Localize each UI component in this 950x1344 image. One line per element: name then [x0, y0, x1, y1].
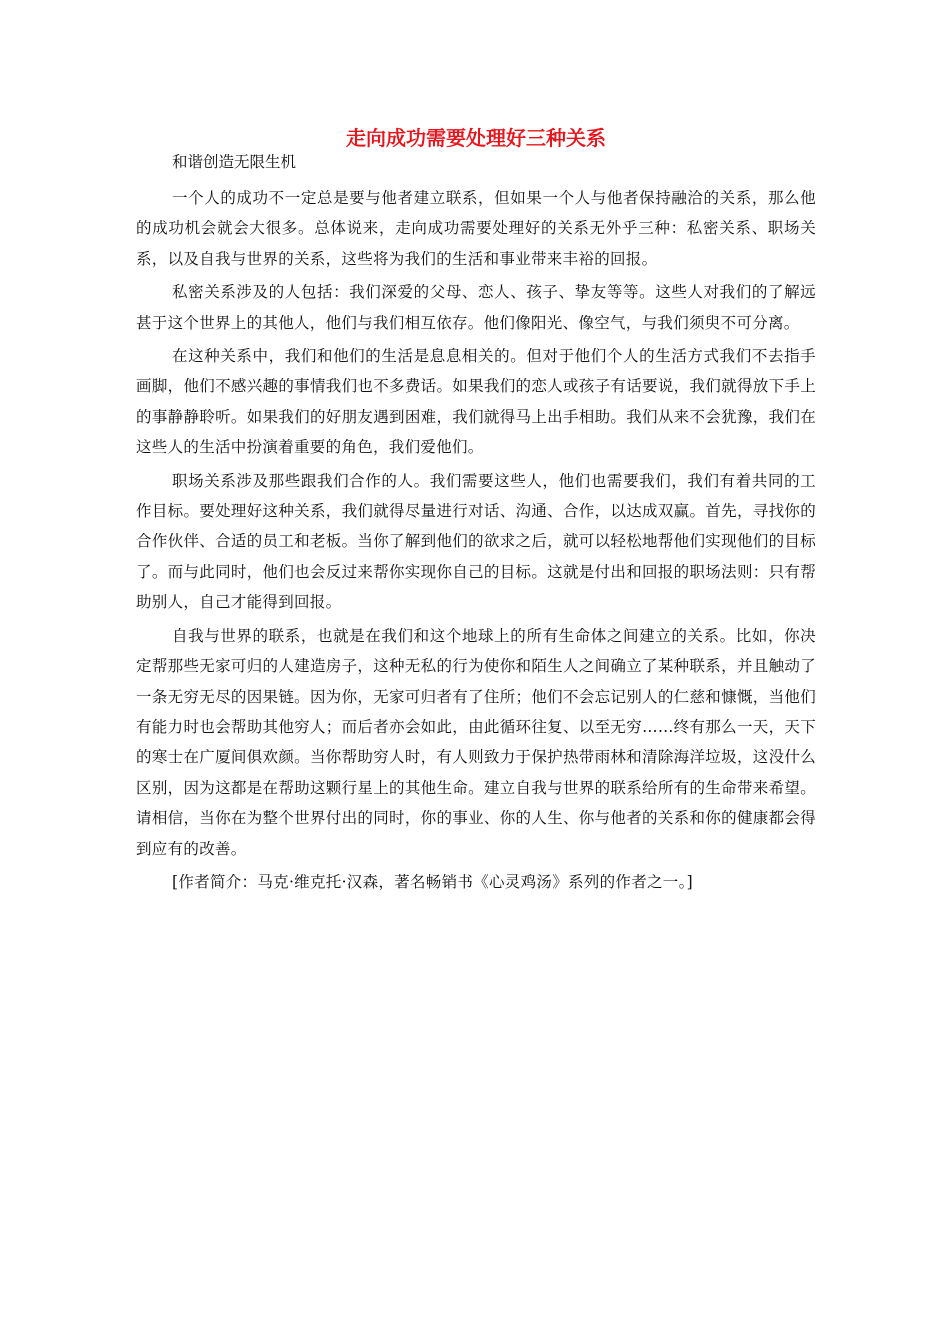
- paragraph-workplace-relations: 职场关系涉及那些跟我们合作的人。我们需要这些人，他们也需要我们，我们有着共同的工作目标。要处理好这种关系，我们就得尽量进行对话、沟通、合作，以达成双赢。首先，寻找你的合作伙伴、合适的员工和老板。当你了解到他们的欲求之后，就可以轻松地帮他们实现他们的目标了。而与此同时，他们也会反过来帮你实现你自己的目标。这就是付出和回报的职场法则：只有帮助别人，自己才能得到回报。: [136, 471, 816, 612]
- author-note: [作者简介：马克·维克托·汉森，著名畅销书《心灵鸡汤》系列的作者之一。]: [172, 872, 694, 891]
- document-title: 走向成功需要处理好三种关系: [346, 126, 606, 150]
- document-subtitle: 和谐创造无限生机: [172, 153, 297, 171]
- paragraph-private-relations: 私密关系涉及的人包括：我们深爱的父母、恋人、孩子、挚友等等。这些人对我们的了解远甚于这个世界上的其他人，他们与我们相互依存。他们像阳光、像空气，与我们须臾不可分离。: [136, 283, 816, 332]
- paragraph-self-and-world: 自我与世界的联系，也就是在我们和这个地球上的所有生命体之间建立的关系。比如，你决定帮那些无家可归的人建造房子，这种无私的行为使你和陌生人之间确立了某种联系，并且触动了一条无穷无尽的因果链。因为你，无家可归者有了住所；他们不会忘记别人的仁慈和慷慨，当他们有能力时也会帮助其他穷人；而后者亦会如此，由此循环往复、以至无穷……终有那么一天，天下的寒士在广厦间俱欢颜。当你帮助穷人时，有人则致力于保护热带雨林和清除海洋垃圾，这没什么区别，因为这都是在帮助这颗行星上的其他生命。建立自我与世界的联系给所有的生命带来希望。请相信，当你在为整个世界付出的同时，你的事业、你的人生、你与他者的关系和你的健康都会得到应有的改善。: [136, 626, 816, 858]
- paragraph-intro: 一个人的成功不一定总是要与他者建立联系，但如果一个人与他者保持融洽的关系，那么他的成功机会就会大很多。总体说来，走向成功需要处理好的关系无外乎三种：私密关系、职场关系，以及自我与世界的关系，这些将为我们的生活和事业带来丰裕的回报。: [136, 189, 816, 268]
- document-body: [136, 183, 816, 897]
- paragraph-private-relations-detail: 在这种关系中，我们和他们的生活是息息相关的。但对于他们个人的生活方式我们不去指手画脚，他们不感兴趣的事情我们也不多费话。如果我们的恋人或孩子有话要说，我们就得放下手上的事静静聆听。如果我们的好朋友遇到困难，我们就得马上出手相助。我们从来不会犹豫，我们在这些人的生活中扮演着重要的角色，我们爱他们。: [136, 347, 816, 457]
